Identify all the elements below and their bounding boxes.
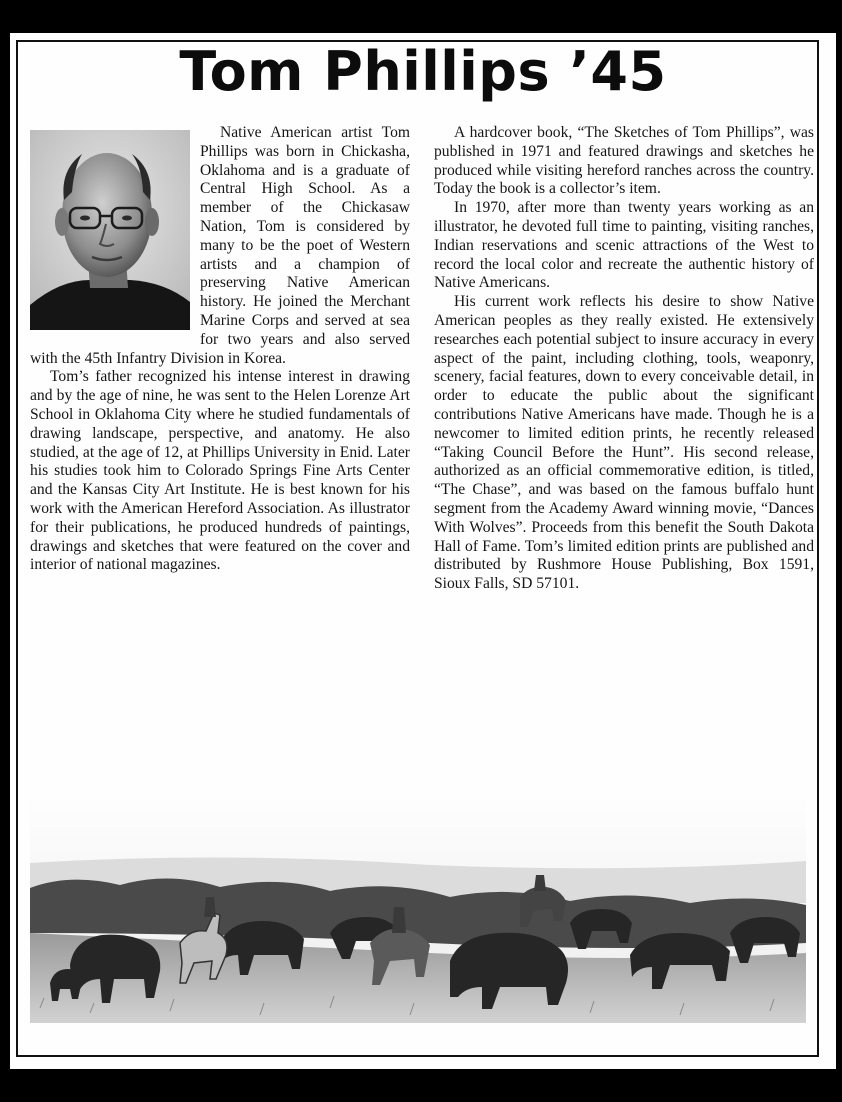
right-column xyxy=(434,124,814,594)
left-column xyxy=(30,124,410,575)
newsletter-page xyxy=(10,33,836,1069)
left-paragraph-1: Native American artist Tom Phillips was born in Chickasha, Oklahoma and is a graduate of Central High School. As a member of the Chickasaw Nation, Tom is considered by many to be the poet of Western artists and a champion of preserving Native American history. He joined the Merchant Marine Corps and served at sea for two years and also served with the 45th Infantry Division in Korea. xyxy=(30,124,410,367)
right-paragraph-3: His current work reflects his desire to show Native American peoples as they really existed. He extensively researches each potential subject to insure accuracy in every aspect of the paint, including clothing, tools, weaponry, scenery, facial features, down to every conceivable detail, in order to educate the public about the significant contributions Native Americans have made. Though he is a newcomer to limited edition prints, he recently released “Taking Council Before the Hunt”. His second release, authorized as an official commemorative edition, is titled, “The Chase”, and was based on the famous buffalo hunt segment from the Academy Award winning movie, “Dances With Wolves”. Proceeds from this benefit the South Dakota Hall of Fame. Tom’s limited edition prints are published and distributed by Rushmore House Publishing, Box 1591, Sioux Falls, SD 57101. xyxy=(434,293,814,593)
right-paragraph-2: In 1970, after more than twenty years working as an illustrator, he devoted full time to painting, visiting ranches, Indian reservations and scenic attractions of the West to record the local color and recreate the authentic history of Native Americans. xyxy=(434,199,814,292)
portrait-photo xyxy=(30,130,190,330)
article-title: Tom Phillips ’45 xyxy=(179,40,667,103)
buffalo-hunt-painting xyxy=(30,793,806,1023)
right-paragraph-1: A hardcover book, “The Sketches of Tom Phillips”, was published in 1971 and featured drawings and sketches he produced while visiting hereford ranches across the country. Today the book is a collector’s item. xyxy=(434,124,814,198)
left-paragraph-2: Tom’s father recognized his intense interest in drawing and by the age of nine, he was sent to the Helen Lorenze Art School in Oklahoma City where he studied fundamentals of drawing landscape, perspective, and anatomy. He also studied, at the age of 12, at Phillips University in Enid. Later his studies took him to Colorado Springs Fine Arts Center and the Kansas City Art Institute. He is best known for his work with the American Hereford Association. As illustrator for their publications, he produced hundreds of paintings, drawings and sketches that were featured on the cover and interior of national magazines. xyxy=(30,368,410,574)
